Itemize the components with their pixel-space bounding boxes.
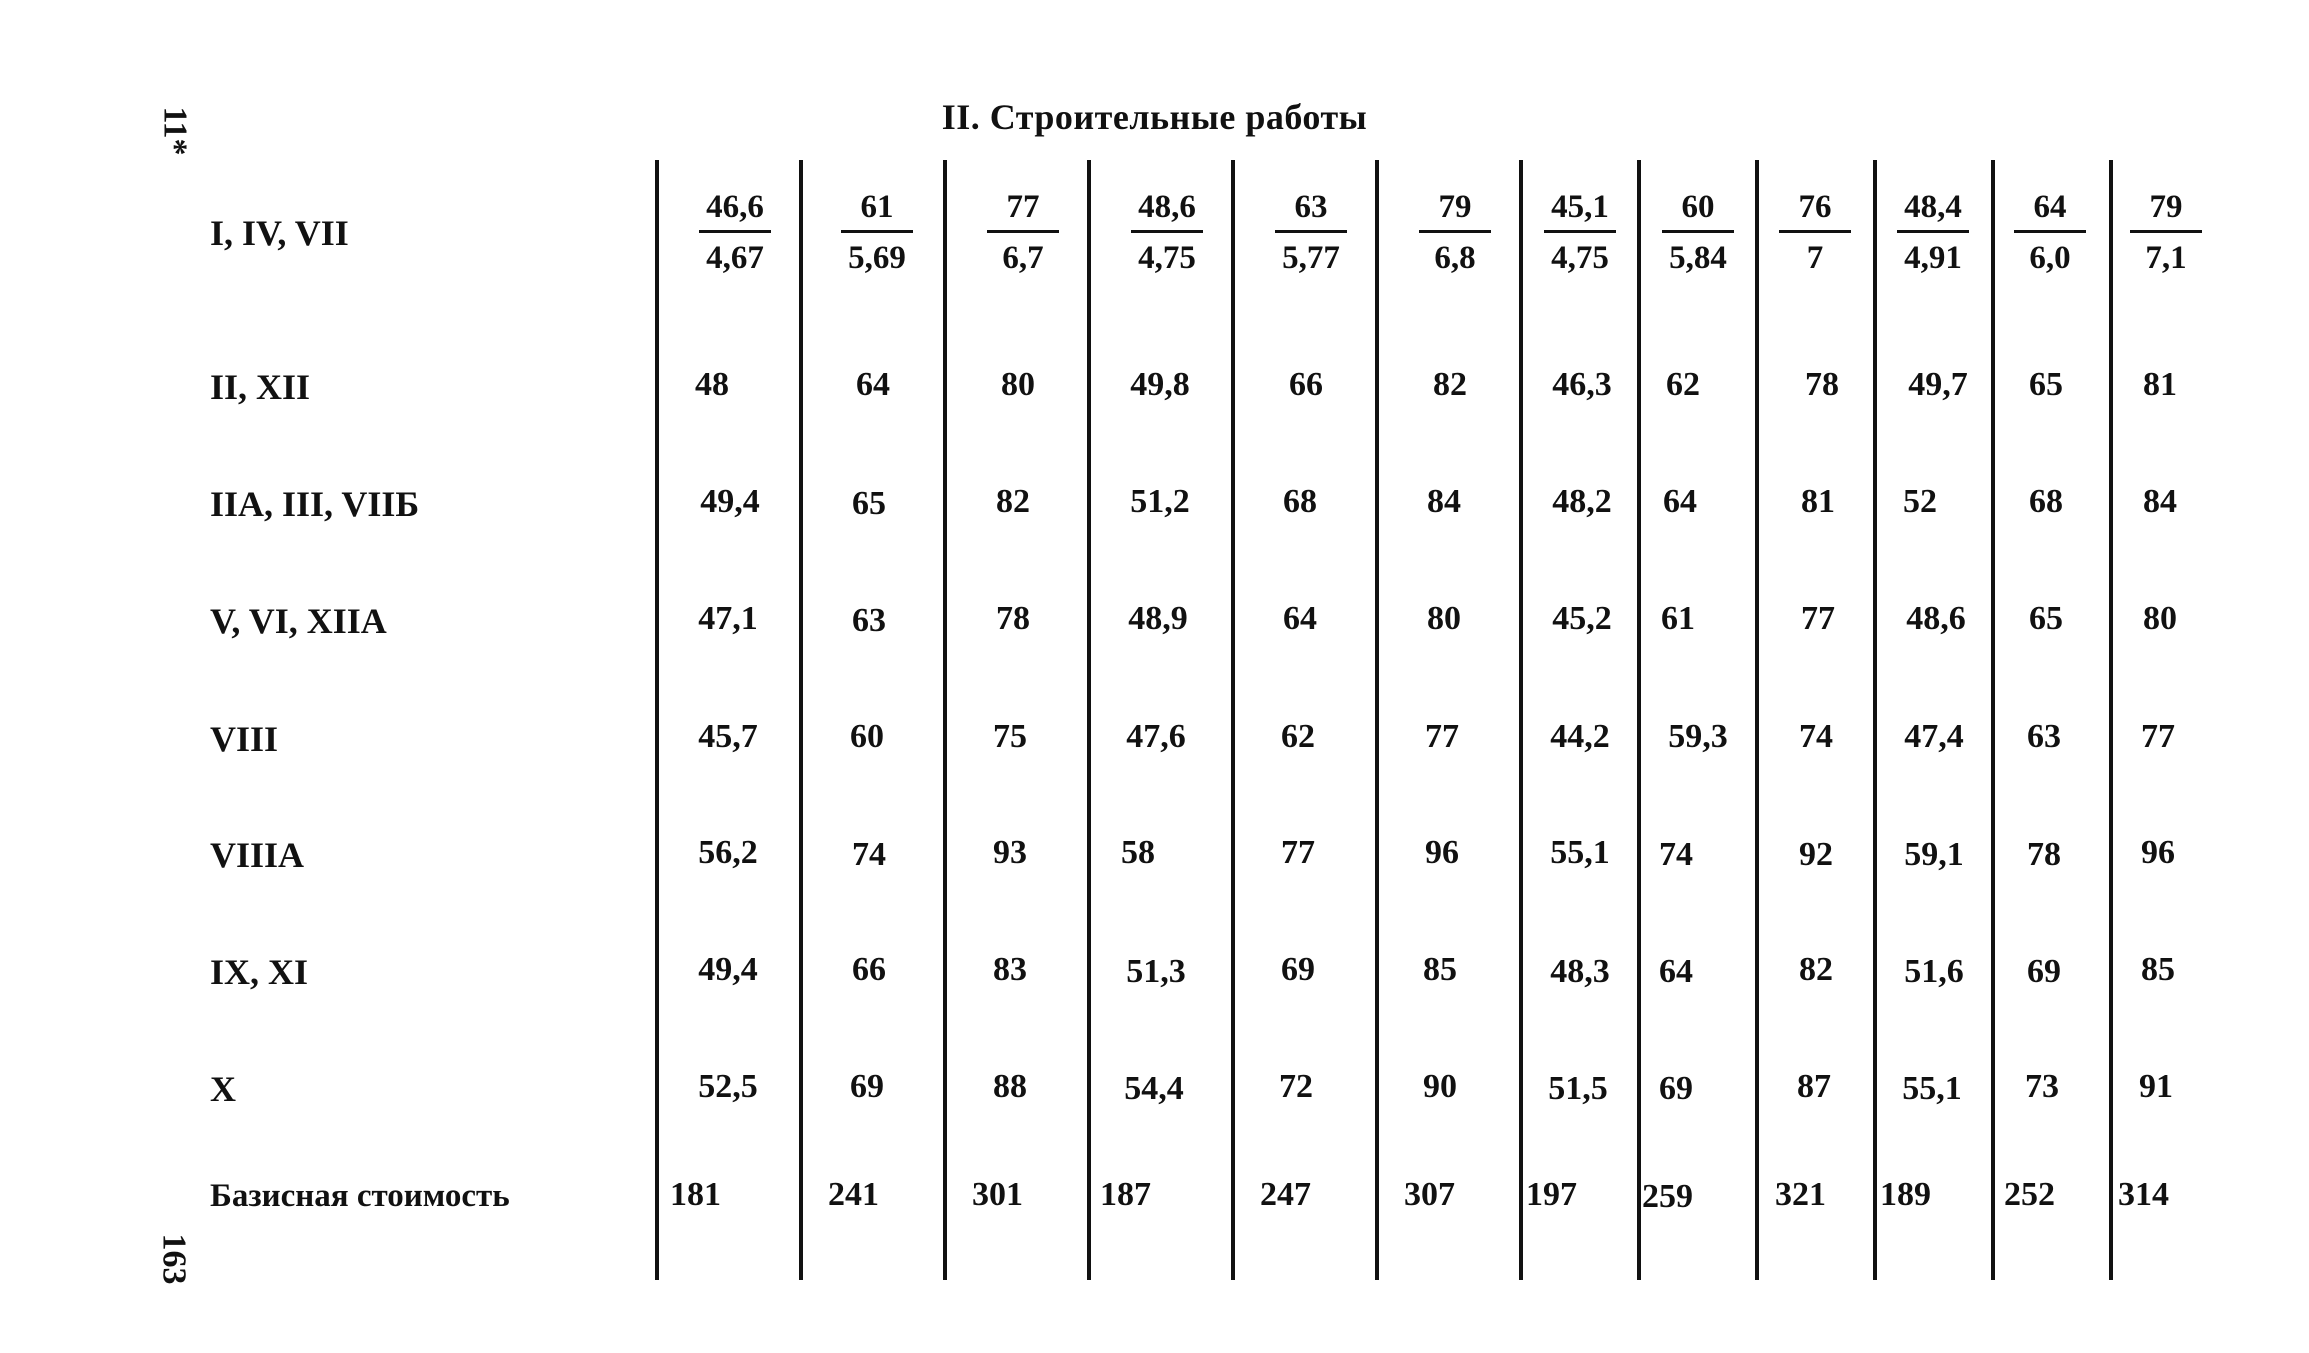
table-cell: 74 — [1799, 718, 1833, 755]
table-cell: 49,4 — [698, 951, 758, 988]
fraction-cell — [1990, 186, 2110, 279]
table-cell: 47,6 — [1126, 718, 1186, 755]
column-rule — [1087, 160, 1091, 1280]
table-cell: 78 — [2027, 836, 2061, 873]
table-cell: 93 — [993, 834, 1027, 871]
table-cell: 64 — [856, 366, 890, 403]
fraction-cell — [963, 186, 1083, 279]
base-cost-cell: 241 — [828, 1176, 879, 1213]
table-cell: 62 — [1281, 718, 1315, 755]
table-cell: 63 — [2027, 718, 2061, 755]
table-cell: 49,7 — [1908, 366, 1968, 403]
fraction-denominator: 4,91 — [1904, 240, 1962, 276]
table-cell: 73 — [2025, 1068, 2059, 1105]
fraction-denominator: 4,67 — [706, 240, 764, 276]
row-label: VIII — [210, 719, 279, 759]
table-cell: 82 — [1433, 366, 1467, 403]
table-cell: 68 — [1283, 483, 1317, 520]
table-cell: 52 — [1903, 483, 1937, 520]
fraction-cell — [1638, 186, 1758, 279]
table-cell: 69 — [1659, 1070, 1693, 1107]
base-cost-cell: 314 — [2118, 1176, 2169, 1213]
table-cell: 51,3 — [1126, 953, 1186, 990]
page-side-mark-top: 11* — [156, 106, 194, 156]
fraction-numerator: 61 — [860, 189, 894, 225]
table-cell: 66 — [852, 951, 886, 988]
fraction-denominator: 7,1 — [2145, 240, 2187, 276]
table-cell: 77 — [1801, 600, 1835, 637]
table-cell: 80 — [1427, 600, 1461, 637]
fraction-denominator: 5,69 — [848, 240, 906, 276]
row-label: IIA, III, VIIБ — [210, 484, 420, 524]
table-cell: 49,4 — [700, 483, 760, 520]
base-cost-cell: 187 — [1100, 1176, 1151, 1213]
fraction-bar — [987, 230, 1059, 233]
table-cell: 74 — [1659, 836, 1693, 873]
base-cost-cell: 197 — [1526, 1176, 1577, 1213]
fraction-bar — [699, 230, 771, 233]
fraction-bar — [1131, 230, 1203, 233]
fraction-denominator: 5,77 — [1282, 240, 1340, 276]
table-cell: 49,8 — [1130, 366, 1190, 403]
page-number: 163 — [155, 1233, 193, 1285]
table-cell: 65 — [2029, 600, 2063, 637]
table-cell: 64 — [1283, 600, 1317, 637]
table-cell: 82 — [1799, 951, 1833, 988]
table-cell: 47,1 — [698, 600, 758, 637]
table-cell: 48 — [695, 366, 729, 403]
row-label: II, XII — [210, 367, 311, 407]
table-cell: 44,2 — [1550, 718, 1610, 755]
base-cost-cell: 259 — [1642, 1178, 1693, 1215]
fraction-numerator: 48,4 — [1904, 189, 1962, 225]
column-rule — [1375, 160, 1379, 1280]
table-cell: 91 — [2139, 1068, 2173, 1105]
base-cost-cell: 321 — [1775, 1176, 1826, 1213]
fraction-numerator: 60 — [1681, 189, 1715, 225]
fraction-denominator: 7 — [1806, 240, 1824, 276]
table-cell: 51,5 — [1548, 1070, 1608, 1107]
table-cell: 81 — [1801, 483, 1835, 520]
base-cost-cell: 181 — [670, 1176, 721, 1213]
table-cell: 51,2 — [1130, 483, 1190, 520]
table-cell: 68 — [2029, 483, 2063, 520]
table-cell: 69 — [850, 1068, 884, 1105]
table-cell: 48,9 — [1128, 600, 1188, 637]
table-cell: 55,1 — [1902, 1070, 1962, 1107]
table-cell: 75 — [993, 718, 1027, 755]
table-cell: 84 — [1427, 483, 1461, 520]
fraction-cell — [1873, 186, 1993, 279]
table-cell: 72 — [1279, 1068, 1313, 1105]
table-cell: 80 — [1001, 366, 1035, 403]
column-rule — [655, 160, 659, 1280]
fraction-cell — [1395, 186, 1515, 279]
table-cell: 45,2 — [1552, 600, 1612, 637]
table-cell: 47,4 — [1904, 718, 1964, 755]
fraction-denominator: 5,84 — [1669, 240, 1727, 276]
fraction-bar — [1275, 230, 1347, 233]
table-cell: 80 — [2143, 600, 2177, 637]
fraction-numerator: 46,6 — [706, 189, 764, 225]
table-cell: 69 — [1281, 951, 1315, 988]
table-cell: 60 — [850, 718, 884, 755]
row-label: V, VI, XIIA — [210, 601, 387, 641]
table-cell: 66 — [1289, 366, 1323, 403]
table-cell: 96 — [1425, 834, 1459, 871]
row-label: X — [210, 1069, 236, 1109]
table-cell: 58 — [1121, 834, 1155, 871]
table-cell: 46,3 — [1552, 366, 1612, 403]
fraction-denominator: 6,8 — [1434, 240, 1476, 276]
table-cell: 51,6 — [1904, 953, 1964, 990]
table-cell: 90 — [1423, 1068, 1457, 1105]
column-rule — [943, 160, 947, 1280]
base-cost-cell: 307 — [1404, 1176, 1455, 1213]
fraction-cell — [675, 186, 795, 279]
table-cell: 65 — [852, 485, 886, 522]
fraction-cell — [1251, 186, 1371, 279]
table-cell: 88 — [993, 1068, 1027, 1105]
fraction-denominator: 6,7 — [1002, 240, 1044, 276]
table-cell: 48,2 — [1552, 483, 1612, 520]
table-cell: 83 — [993, 951, 1027, 988]
table-cell: 56,2 — [698, 834, 758, 871]
fraction-cell — [817, 186, 937, 279]
fraction-bar — [1544, 230, 1616, 233]
column-rule — [1231, 160, 1235, 1280]
table-cell: 65 — [2029, 366, 2063, 403]
fraction-bar — [2014, 230, 2086, 233]
table-cell: 74 — [852, 836, 886, 873]
fraction-denominator: 4,75 — [1551, 240, 1609, 276]
fraction-numerator: 77 — [1006, 189, 1040, 225]
table-cell: 87 — [1797, 1068, 1831, 1105]
fraction-numerator: 79 — [2149, 189, 2183, 225]
table-cell: 64 — [1663, 483, 1697, 520]
base-cost-cell: 252 — [2004, 1176, 2055, 1213]
fraction-denominator: 6,0 — [2029, 240, 2071, 276]
table-cell: 63 — [852, 602, 886, 639]
fraction-cell — [2106, 186, 2226, 279]
fraction-numerator: 79 — [1438, 189, 1472, 225]
table-cell: 48,6 — [1906, 600, 1966, 637]
table-cell: 81 — [2143, 366, 2177, 403]
table-cell: 85 — [2141, 951, 2175, 988]
fraction-bar — [1662, 230, 1734, 233]
table-cell: 59,3 — [1668, 718, 1728, 755]
column-rule — [799, 160, 803, 1280]
fraction-bar — [1779, 230, 1851, 233]
base-cost-cell: 301 — [972, 1176, 1023, 1213]
fraction-cell — [1755, 186, 1875, 279]
table-cell: 69 — [2027, 953, 2061, 990]
table-cell: 64 — [1659, 953, 1693, 990]
table-cell: 77 — [1281, 834, 1315, 871]
base-cost-cell: 189 — [1880, 1176, 1931, 1213]
fraction-numerator: 64 — [2033, 189, 2067, 225]
fraction-bar — [2130, 230, 2202, 233]
fraction-bar — [1419, 230, 1491, 233]
fraction-denominator: 4,75 — [1138, 240, 1196, 276]
table-cell: 96 — [2141, 834, 2175, 871]
table-cell: 85 — [1423, 951, 1457, 988]
fraction-numerator: 48,6 — [1138, 189, 1196, 225]
table-cell: 92 — [1799, 836, 1833, 873]
table-cell: 54,4 — [1124, 1070, 1184, 1107]
fraction-numerator: 76 — [1798, 189, 1832, 225]
table-cell: 45,7 — [698, 718, 758, 755]
base-cost-cell: 247 — [1260, 1176, 1311, 1213]
section-title: II. Строительные работы — [941, 97, 1368, 137]
table-cell: 59,1 — [1904, 836, 1964, 873]
fraction-cell — [1520, 186, 1640, 279]
table-cell: 61 — [1661, 600, 1695, 637]
row-label: IX, XI — [210, 952, 309, 992]
fraction-cell — [1107, 186, 1227, 279]
table-cell: 78 — [996, 600, 1030, 637]
table-cell: 52,5 — [698, 1068, 758, 1105]
row-label: VIIIA — [210, 835, 305, 875]
table-cell: 55,1 — [1550, 834, 1610, 871]
fraction-numerator: 45,1 — [1551, 189, 1609, 225]
table-cell: 62 — [1666, 366, 1700, 403]
fraction-numerator: 63 — [1294, 189, 1328, 225]
row-label-base-cost: Базисная стоимость — [210, 1178, 510, 1214]
table-cell: 48,3 — [1550, 953, 1610, 990]
table-cell: 84 — [2143, 483, 2177, 520]
table-cell: 78 — [1805, 366, 1839, 403]
table-cell: 77 — [1425, 718, 1459, 755]
fraction-bar — [1897, 230, 1969, 233]
fraction-bar — [841, 230, 913, 233]
table-cell: 77 — [2141, 718, 2175, 755]
row-label: I, IV, VII — [210, 213, 349, 253]
table-cell: 82 — [996, 483, 1030, 520]
